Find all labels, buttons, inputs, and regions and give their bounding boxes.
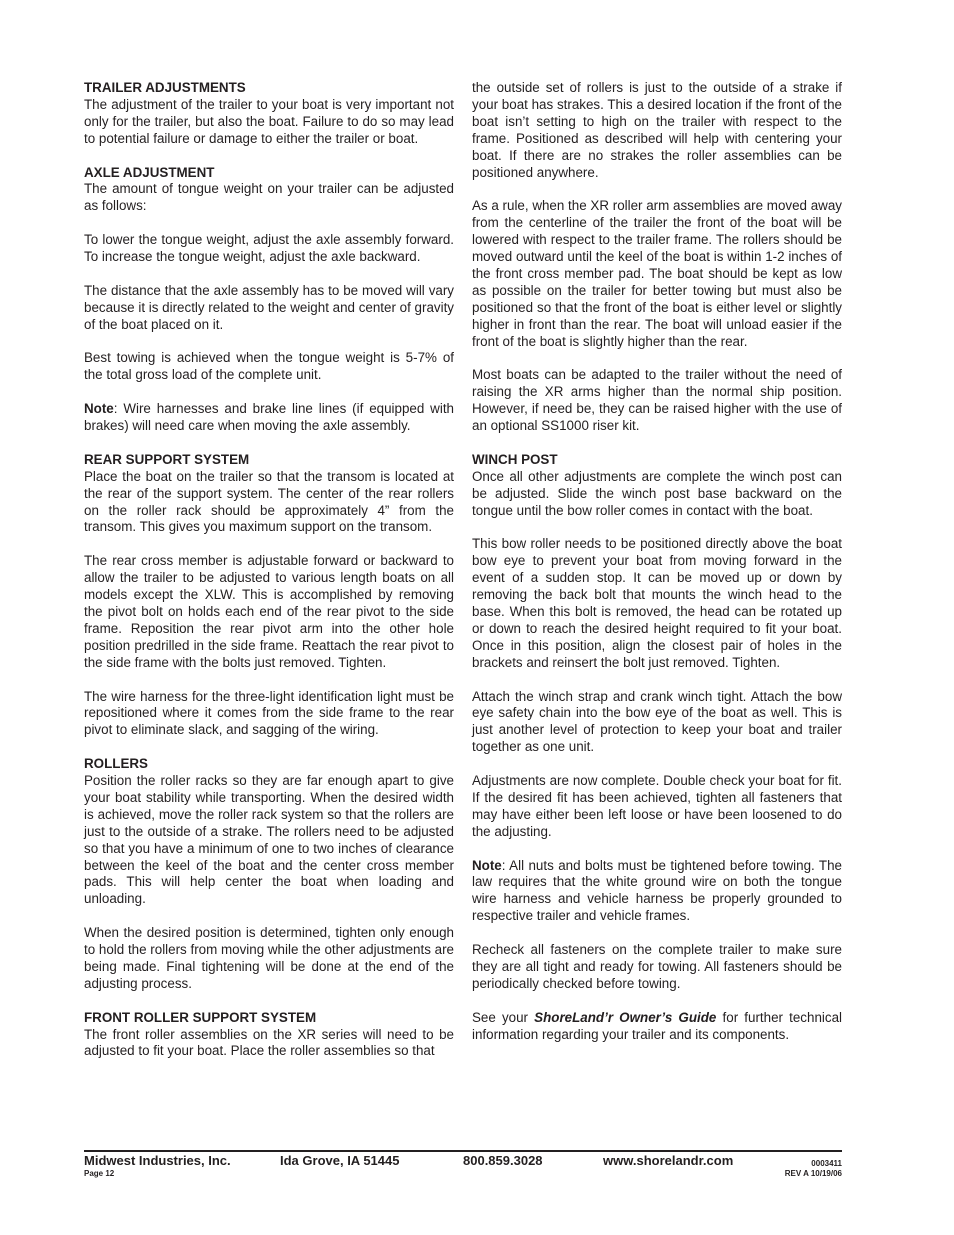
note-text: : Wire harnesses and brake line lines (if equipped with brakes) will need care when moving the axle assembly.: [84, 401, 454, 434]
owners-guide-reference: [472, 1010, 842, 1044]
paragraph: This bow roller needs to be positioned directly above the boat bow eye to prevent your boat from moving forward in the event of a sudden stop. It can be moved up or down by removing the back bolt that mounts the winch head to the base. When this bolt is removed, the head can be rotated up or down to reach the desired height required to fit your boat. Once in this position, align the closest pair of holes in the brackets and reinsert the bolt just removed. Tighten.: [472, 536, 842, 670]
paragraph: The adjustment of the trailer to your boat is very important not only for the trailer, but also the boat. Failure to do so may lead to potential failure or damage to either the trailer or boat.: [84, 96, 454, 146]
paragraph: the outside set of rollers is just to the outside of a strake if your boat has strakes. This a desired location if the front of the boat isn’t setting to high on the trailer with respect to the frame. Positioned as described will help with centering your boat. If there are no strakes the roller assemblies can be positioned anywhere.: [472, 80, 842, 180]
footer-website: www.shorelandr.com: [603, 1153, 734, 1168]
section-heading-rear-support-system: REAR SUPPORT SYSTEM: [84, 451, 250, 467]
paragraph: The distance that the axle assembly has to be moved will vary because it is directly related to the weight and center of gravity of the boat placed on it.: [84, 282, 454, 332]
paragraph: The front roller assemblies on the XR series will need to be adjusted to fit your boat. Place the roller assemblies so that: [84, 1026, 454, 1059]
paragraph: The amount of tongue weight on your trailer can be adjusted as follows:: [84, 181, 454, 214]
paragraph: Most boats can be adapted to the trailer without the need of raising the XR arms higher than the normal ship position. However, if need be, they can be raised higher with the use of an optional SS1000 riser kit.: [472, 367, 842, 434]
owners-guide-title: ShoreLand’r Owner’s Guide: [534, 1009, 717, 1025]
paragraph: Adjustments are now complete. Double check your boat for fit. If the desired fit has been achieved, tighten all fasteners that may have either been left loose or have been loosened to do the adjusting.: [472, 773, 842, 839]
paragraph: Position the roller racks so they are far enough apart to give your boat stability while transporting. When the desired width is achieved, move the roller rack system so that the rollers are just to the outside of a strake. The rollers need to be adjusted so that you have a minimum of one to two inches of clearance between the keel of the boat and the center cross member pads. This will help center the boat when loading and unloading.: [84, 773, 454, 907]
paragraph: When the desired position is determined, tighten only enough to hold the rollers from moving while the other adjustments are being made. Final tightening will be done at the end of the adjusting process.: [84, 925, 454, 991]
section-heading-trailer-adjustments: TRAILER ADJUSTMENTS: [84, 80, 246, 95]
note-text: : All nuts and bolts must be tightened before towing. The law requires that the white ground wire on both the tongue wire harness and vehicle harness be properly grounded to respective trailer and vehicle frames.: [472, 857, 842, 924]
note-label: Note: [84, 401, 114, 417]
paragraph: Recheck all fasteners on the complete trailer to make sure they are all tight and ready for towing. All fasteners should be periodically checked before towing.: [472, 942, 842, 991]
footer-company: Midwest Industries, Inc.: [84, 1153, 231, 1168]
footer-phone: 800.859.3028: [463, 1153, 543, 1168]
footer-doc-number: 0003411: [811, 1159, 842, 1168]
section-heading-axle-adjustment: AXLE ADJUSTMENT: [84, 164, 215, 180]
left-column: [84, 80, 454, 1077]
reference-suffix: for further technical information regarding your trailer and its components.: [472, 1009, 842, 1042]
page-footer: [84, 1153, 842, 1183]
note-label: Note: [472, 857, 502, 873]
footer-divider: [84, 1150, 842, 1152]
section-heading-front-roller-support-system: FRONT ROLLER SUPPORT SYSTEM: [84, 1009, 317, 1025]
footer-revision: REV A 10/19/06: [784, 1169, 842, 1178]
right-column: [472, 80, 842, 1060]
paragraph: Best towing is achieved when the tongue weight is 5-7% of the total gross load of the complete unit.: [84, 350, 454, 383]
section-heading-rollers: ROLLERS: [84, 756, 148, 772]
paragraph: The rear cross member is adjustable forward or backward to allow the trailer to be adjusted to various length boats on all models except the XLW. This is accomplished by removing the pivot bolt on holds each end of the rear pivot to the side frame. Reposition the rear pivot arm into the other hole position predrilled in the side frame. Reattach the rear pivot to the side frame with the bolts just removed. Tighten.: [84, 553, 454, 670]
note-paragraph: [472, 858, 842, 926]
footer-city: Ida Grove, IA 51445: [280, 1153, 400, 1168]
paragraph: Place the boat on the trailer so that the transom is located at the rear of the support system. The center of the rear rollers on the roller rack should be approximately 4” from the transom. This gives you maximum support on the transom.: [84, 468, 454, 535]
footer-page-number: Page 12: [84, 1169, 115, 1178]
paragraph: To lower the tongue weight, adjust the axle assembly forward. To increase the tongue weight, adjust the axle backward.: [84, 232, 454, 265]
reference-prefix: See your: [472, 1009, 535, 1025]
section-heading-winch-post: WINCH POST: [472, 451, 558, 467]
note-paragraph: [84, 401, 454, 435]
paragraph: Attach the winch strap and crank winch tight. Attach the bow eye safety chain into the bow eye of the boat as well. This is just another level of protection to keep your boat and trailer together as one unit.: [472, 688, 842, 755]
paragraph: Once all other adjustments are complete the winch post can be adjusted. Slide the winch post base backward on the tongue until the bow roller comes in contact with the boat.: [472, 468, 842, 518]
paragraph: As a rule, when the XR roller arm assemblies are moved away from the centerline of the trailer the front of the boat will be lowered with respect to the trailer frame. The rollers should be moved outward until the keel of the boat is within 1-2 inches of the front cross member pad. The boat should be kept as low as possible on the trailer for better towing but must also be positioned so that the front of the boat is either level or slightly higher in front than the rear. The boat will unload easier if the front of the boat is slightly higher than the rear.: [472, 198, 842, 349]
paragraph: The wire harness for the three-light identification light must be repositioned where it comes from the side frame to the rear pivot to eliminate slack, and sagging of the wiring.: [84, 688, 454, 738]
